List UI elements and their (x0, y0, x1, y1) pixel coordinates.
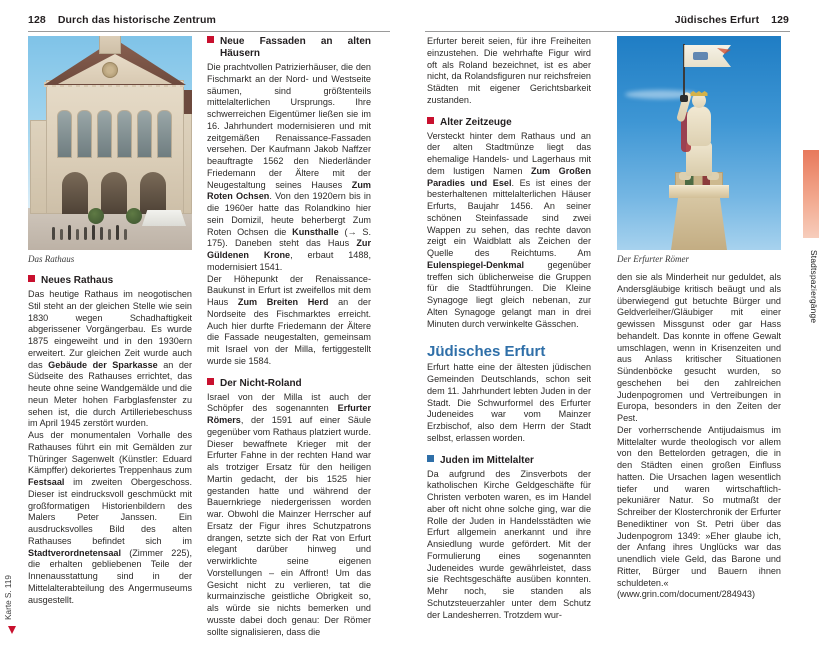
running-head-right (675, 14, 789, 26)
heading-label: Der Nicht-Roland (220, 377, 302, 389)
heading-label: Alter Zeitzeuge (440, 116, 512, 128)
text-run: Versteckt hinter dem Rathaus und an der alten Stadtmünze liegt das ehemalige Handels- und Lagerhaus mit dem lustigen Namen (427, 130, 591, 176)
paragraph: Erfurt hatte eine der ältesten jüdischen Gemeinden Deutschlands, schon seit dem 11. Jahrhundert lebten Juden in der Stadt. Die Schwurformel des Erfurter Judeneides war vom Mainzer Erzbischof, also dem Herrn der Stadt selbst, erlassen worden. (427, 362, 591, 443)
emphasis-run: Stadtverordnetensaal (28, 547, 121, 558)
paragraph (427, 131, 591, 331)
running-head-right-title: Jüdisches Erfurt (674, 14, 760, 26)
emphasis-run: Zum Großen Paradies und Esel (427, 165, 591, 188)
chapter-color-swatch (803, 150, 819, 238)
heading-neue-fassaden (207, 36, 371, 60)
gothic-window (157, 110, 172, 158)
square-bullet-icon (427, 117, 434, 124)
pedestrians (52, 218, 178, 240)
banner-emblem (693, 52, 708, 60)
text-column-2 (207, 36, 371, 638)
figure-caption-rathaus: Das Rathaus (28, 254, 75, 264)
map-reference-tab[interactable] (4, 536, 20, 636)
emphasis-run: Zur Güldenen Krone (207, 238, 371, 260)
window-row (54, 106, 174, 158)
paragraph: Erfurter bereit seien, für ihre Freiheiten einzustehen. Die wehrhafte Figur wird oft als Roland bezeichnet, ist es aber nicht, da Rolandsfiguren nur reichsfreien Städten mit eigener Gerichtsbarkeit zustanden. (427, 36, 591, 105)
section-heading-juedisches-erfurt: Jüdisches Erfurt (427, 343, 546, 361)
square-bullet-icon (207, 36, 214, 43)
heading-nicht-roland (207, 378, 371, 390)
text-run: Aus der monumentalen Vorhalle des Rathauses führt ein mit Gemälden zur Thüringer Sagenwelt (Künstler: Eduard Kämpffer) dekoriertes Treppenhaus zum (28, 430, 192, 476)
statue-crown (691, 91, 708, 96)
paragraph (28, 289, 192, 430)
paragraph: den sie als Minderheit nur geduldet, als Andersgläubige kritisch beäugt und als überwiegend gut betuchte Bürger und Geldverleiher/Gläubiger mit einer gewissen Missgunst oder gar Hass behandelt. Das konnte in offene Gewalt umschlagen, wenn in Krisenzeiten und aus Anlass kritischer Situationen Sündenböcke gesucht wurden, so geschehen bei den zahlreichen Judenpogromen und Vertreibungen in Europa, besonders in den Zeiten der Pest. (617, 272, 781, 423)
heading-alter-zeitzeuge (427, 117, 591, 129)
text-column-1 (28, 36, 192, 606)
emphasis-run: Festsaal (28, 477, 65, 487)
emphasis-run: Zum Breiten Herd (237, 297, 329, 307)
column-capital (671, 192, 727, 250)
figure-rathaus (28, 36, 192, 265)
paragraph: Der vorherrschende Antijudaismus im Mittelalter wurde theologisch vor allem von den Bettelorden getragen, die in den Städten einen großen Einfluss hatten. Die Ursachen lagen wesentlich tiefer und waren wirtschaftlich-pekuniärer Natur. So mutmaßt der Schreiber der Klosterchronik der Erfurter Benediktiner von St. Petri über das Judenpogrom 1349: »Eher glaube ich, der Anfang ihres Unglücks war das unendlich viele Geld, das Barone und Ritter, Bürger und Bauern ihnen schuldeten.« (www.grin.com/document/284943) (617, 424, 781, 600)
entrance-arch (140, 172, 166, 214)
text-run: Der Höhepunkt der Renaissance-Baukunst in Erfurt ist zweifellos mit dem Haus (207, 273, 371, 307)
arcade (56, 168, 172, 214)
flag-pole-grip (680, 95, 688, 102)
rose-window (102, 62, 118, 78)
cornice (669, 185, 729, 198)
text-run: (Zimmer 225), die erhalten gebliebenen Teile der Innenausstattung sind in der Mittelalterabteilung des Angermuseums ausgestellt. (28, 547, 192, 605)
gothic-window (117, 110, 132, 158)
entrance-arch (62, 172, 88, 214)
text-column-3 (427, 36, 591, 621)
image-roemer (617, 36, 781, 250)
heading-neues-rathaus (28, 275, 192, 287)
entrance-arch (101, 172, 127, 214)
text-run: an der Nordseite des Fischmarktes erreicht. Auch hier durfte Friedemann der Ältere die Fassade neugestalten, gemeinsam mit Israel von der Milla, fertiggestellt wurde sie 1584. (207, 297, 371, 366)
emphasis-run: Erfurter Römers (207, 403, 371, 425)
emphasis-run: Gebäude der Sparkasse (48, 359, 158, 370)
figure-roemer (617, 36, 781, 265)
text-run: (→ S. 175). Daneben steht das Haus (207, 226, 371, 249)
text-run: Die prachtvollen Patrizierhäuser, die den Fischmarkt an der Nord- und Westseite säumen, sind größtenteils mittelalterlichen Ursprungs. Ihre schwerreichen Eigentümer ließen sie im 16. Jahrhundert modernisieren und mit zeitgemäßen Renaissance-Fassaden versehen. Der Kaufmann Jakob Naffzer beauftragte 1562 den Niederländer Friedemann der Ältere mit der Neugestaltung seines Hauses (207, 62, 371, 190)
text-run: Israel von der Milla ist auch der Schöpfer des sogenannten (207, 391, 371, 414)
chapter-tab-label: Stadtspaziergänge (809, 250, 819, 324)
header-rule-left (28, 31, 390, 32)
paragraph (207, 274, 371, 368)
running-head-left-title: Durch das historische Zentrum (57, 14, 216, 26)
header-rule-right (425, 31, 790, 32)
gothic-window (57, 110, 72, 158)
folio-left: 128 (28, 14, 46, 26)
text-run: an der Südseite des Rathauses errichtet, das heute ohne seine Wandgemälde und die neun Meter hohen Farbglasfenster zu sehen ist, die durch Artilleriebeschuss im April 1945 zerstört wurden. (28, 359, 193, 429)
text-run: Das heutige Rathaus im neogotischen Stil steht an der gleichen Stelle wie sein 1830 wegen Schadhaftigkeit abgerissener Vorgängerbau. Es wurde 1875 eingeweiht und in den 1930ern erweitert. Zur gleichen Zeit wurde auch das (28, 289, 192, 370)
emphasis-run: Zum Roten Ochsen (207, 179, 371, 202)
paragraph (207, 392, 371, 639)
heading-label: Juden im Mittelalter (440, 454, 534, 466)
chapter-thumb-index[interactable] (803, 150, 819, 460)
square-bullet-icon (427, 455, 434, 462)
folio-right: 129 (771, 14, 789, 26)
gothic-window (97, 110, 112, 158)
image-rathaus (28, 36, 192, 250)
heading-juden-im-mittelalter (427, 455, 591, 467)
text-column-4 (617, 36, 781, 601)
heading-label: Neues Rathaus (41, 275, 114, 286)
figure-caption-roemer: Der Erfurter Römer (617, 254, 689, 264)
map-reference-label: Karte S. 119 (4, 575, 13, 620)
emphasis-run: Kunsthalle (292, 226, 339, 237)
triangle-marker-icon (8, 626, 16, 634)
statue-torso (687, 106, 711, 146)
paragraph: Da aufgrund des Zinsverbots der katholischen Kirche Geldgeschäfte für Christen verboten waren, es im Handel aber oft nicht ohne solche ging, war die Rolle der Juden in Handelsstädten wie Erfurt allgemein anerkannt und ihre Ansiedlung wurde gefördert. Mit der Formulierung eines sogenannten Judeneides wurde gewährleistet, dass sie Rechtsgeschäfte ausüben konnten. Mehr noch, sie standen als Schutzsteuerzahler unter dem Schutz der Landesherren. Trotzdem wur- (427, 468, 591, 620)
paragraph (207, 62, 371, 274)
emphasis-run: Eulenspiegel-Denkmal (427, 259, 525, 270)
bell-tower (99, 36, 121, 54)
text-run: , erbaut 1488, modernisiert 1541. (207, 250, 372, 272)
page-gutter (409, 0, 410, 648)
square-bullet-icon (28, 275, 35, 282)
gothic-window (137, 110, 152, 158)
text-run: , der 1591 auf einer Säule gegenüber vom Rathaus platziert wurde. Dieser bewaffnete Krieger mit der Erfurter Fahne in der rechten Hand war als trotziger Ersatz für den heiligen Martin gedacht, der bis 1525 hier gestanden hatte und während der Bauernkriege niedergerissen worden war. Obwohl die Mainzer Herrscher auf Ersatz der Figur ihres Schutzpatrons drangen, setzte sich der Rat von Erfurt elegant darüber hinweg und verwirklichte seine eigenen Vorstellungen – ein Affront! Um das Gesicht nicht zu verlieren, tat die kurmainzische geistliche Obrigkeit so, als würde sie nichts bemerken und wusste dabei doch genau: Der Römer sollte signalisieren, dass die (207, 415, 371, 637)
text-run: . Es ist eines der besterhaltenen mittelalterlichen Häuser Erfurts, Baujahr 1456. An seiner schönen Steinfassade sind zwei Wappen zu sehen, das rechte davon zeigt ein Waidblatt als Zeichen der Quelle des Reichtums. Am (427, 177, 591, 258)
heading-label: Neue Fassaden an alten Häusern (220, 36, 371, 59)
paragraph (28, 430, 192, 606)
gothic-window (77, 110, 92, 158)
square-bullet-icon (207, 378, 214, 385)
running-head-left (28, 14, 216, 26)
text-run: im zweiten Obergeschoss. Dieser ist eindrucksvoll geschmückt mit großformatigen Historienbildern des Malers Peter Janssen. Ein ausdrucksvolles Bild des alten Rathauses befindet sich im (28, 477, 192, 546)
text-run: . Von den 1920ern bis in die 1960er hatte das Rolandkino hier sein Domizil, heute beherbergt Zum Roten Ochsen die (207, 191, 371, 237)
text-run: gegenüber treffen sich üblicherweise die Gruppen für die Stadtführungen. Die Kleine Synagoge liegt gleich nebenan, zur Alten Synagoge gelangt man in drei Minuten durch verwinkelte Gässchen. (427, 259, 591, 329)
